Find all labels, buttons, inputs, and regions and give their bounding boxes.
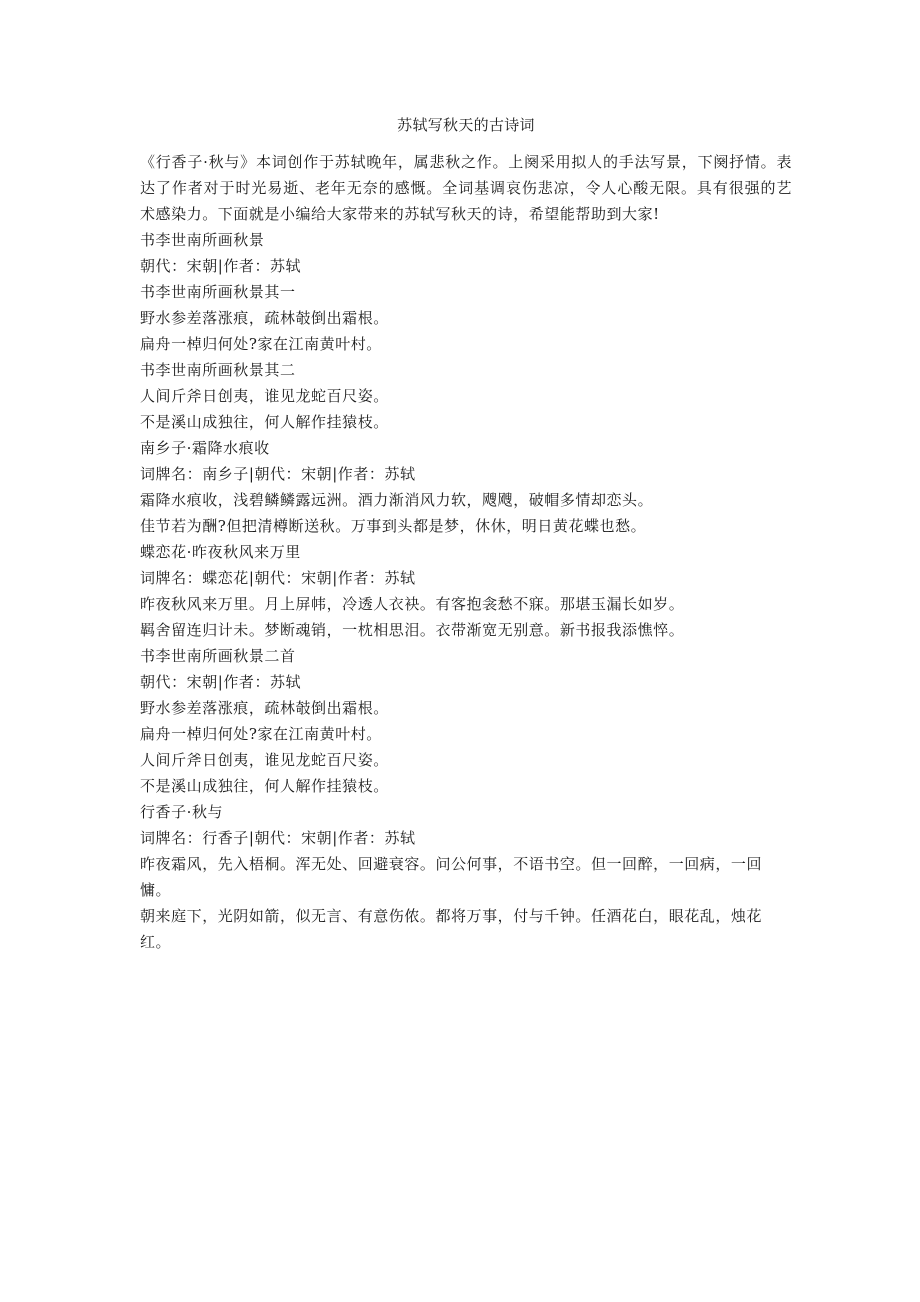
verse-line: 人间斤斧日创夷，谁见龙蛇百尺姿。 (140, 751, 389, 769)
verse-line: 不是溪山成独往，何人解作挂猿枝。 (140, 413, 389, 431)
verse-line: 野水参差落涨痕，疏林攲倒出霜根。 (140, 309, 389, 327)
verse-line: 朝来庭下，光阴如箭，似无言、有意伤侬。都将万事，付与千钟。任酒花白，眼花乱，烛花红。 (140, 907, 763, 951)
poem-section (140, 799, 792, 955)
poem-title: 书李世南所画秋景 (140, 231, 265, 249)
verse-line: 扁舟一棹归何处?家在江南黄叶村。 (140, 725, 382, 743)
intro-paragraph: 《行香子·秋与》本词创作于苏轼晚年，属悲秋之作。上阕采用拟人的手法写景，下阕抒情。表达了作者对于时光易逝、老年无奈的感慨。全词基调哀伤悲凉，令人心酸无限。具有很强的艺术感染力。下面就是小编给大家带来的苏轼写秋天的诗，希望能帮助到大家! (140, 153, 792, 223)
verse-line: 霜降水痕收，浅碧鳞鳞露远洲。酒力渐消风力软，飕飕，破帽多情却恋头。 (140, 491, 654, 509)
verse-line: 扁舟一棹归何处?家在江南黄叶村。 (140, 335, 382, 353)
poem-section (140, 643, 792, 799)
verse-line: 野水参差落涨痕，疏林攲倒出霜根。 (140, 699, 389, 717)
poem-title: 蝶恋花·昨夜秋风来万里 (140, 543, 301, 561)
poem-meta: 朝代：宋朝|作者：苏轼 (140, 257, 302, 275)
document-title: 苏轼写秋天的古诗词 (397, 116, 535, 134)
verse-line: 佳节若为酬?但把清樽断送秋。万事到头都是梦，休休，明日黄花蝶也愁。 (140, 517, 647, 535)
poem-section (140, 539, 792, 643)
poem-title: 南乡子·霜降水痕收 (140, 439, 270, 457)
verse-line: 昨夜秋风来万里。月上屏帏，冷透人衣袂。有客抱衾愁不寐。那堪玉漏长如岁。 (140, 595, 685, 613)
poem-meta: 词牌名：南乡子|朝代：宋朝|作者：苏轼 (140, 465, 416, 483)
verse-line: 昨夜霜风，先入梧桐。浑无处、回避衰容。问公何事，不语书空。但一回醉，一回病，一回慵。 (140, 855, 763, 899)
verse-line: 人间斤斧日创夷，谁见龙蛇百尺姿。 (140, 387, 389, 405)
document-page (140, 113, 792, 955)
poem-meta: 词牌名：蝶恋花|朝代：宋朝|作者：苏轼 (140, 569, 416, 587)
poem-subtitle: 书李世南所画秋景其二 (140, 361, 296, 379)
poem-meta: 词牌名：行香子|朝代：宋朝|作者：苏轼 (140, 829, 416, 847)
poem-title: 书李世南所画秋景二首 (140, 647, 296, 665)
poem-subtitle: 书李世南所画秋景其一 (140, 283, 296, 301)
poem-meta: 朝代：宋朝|作者：苏轼 (140, 673, 302, 691)
verse-line: 羁舍留连归计未。梦断魂销，一枕相思泪。衣带渐宽无别意。新书报我添憔悴。 (140, 621, 685, 639)
poem-title: 行香子·秋与 (140, 803, 224, 821)
poem-section (140, 227, 792, 435)
verse-line: 不是溪山成独往，何人解作挂猿枝。 (140, 777, 389, 795)
poem-section (140, 435, 792, 539)
